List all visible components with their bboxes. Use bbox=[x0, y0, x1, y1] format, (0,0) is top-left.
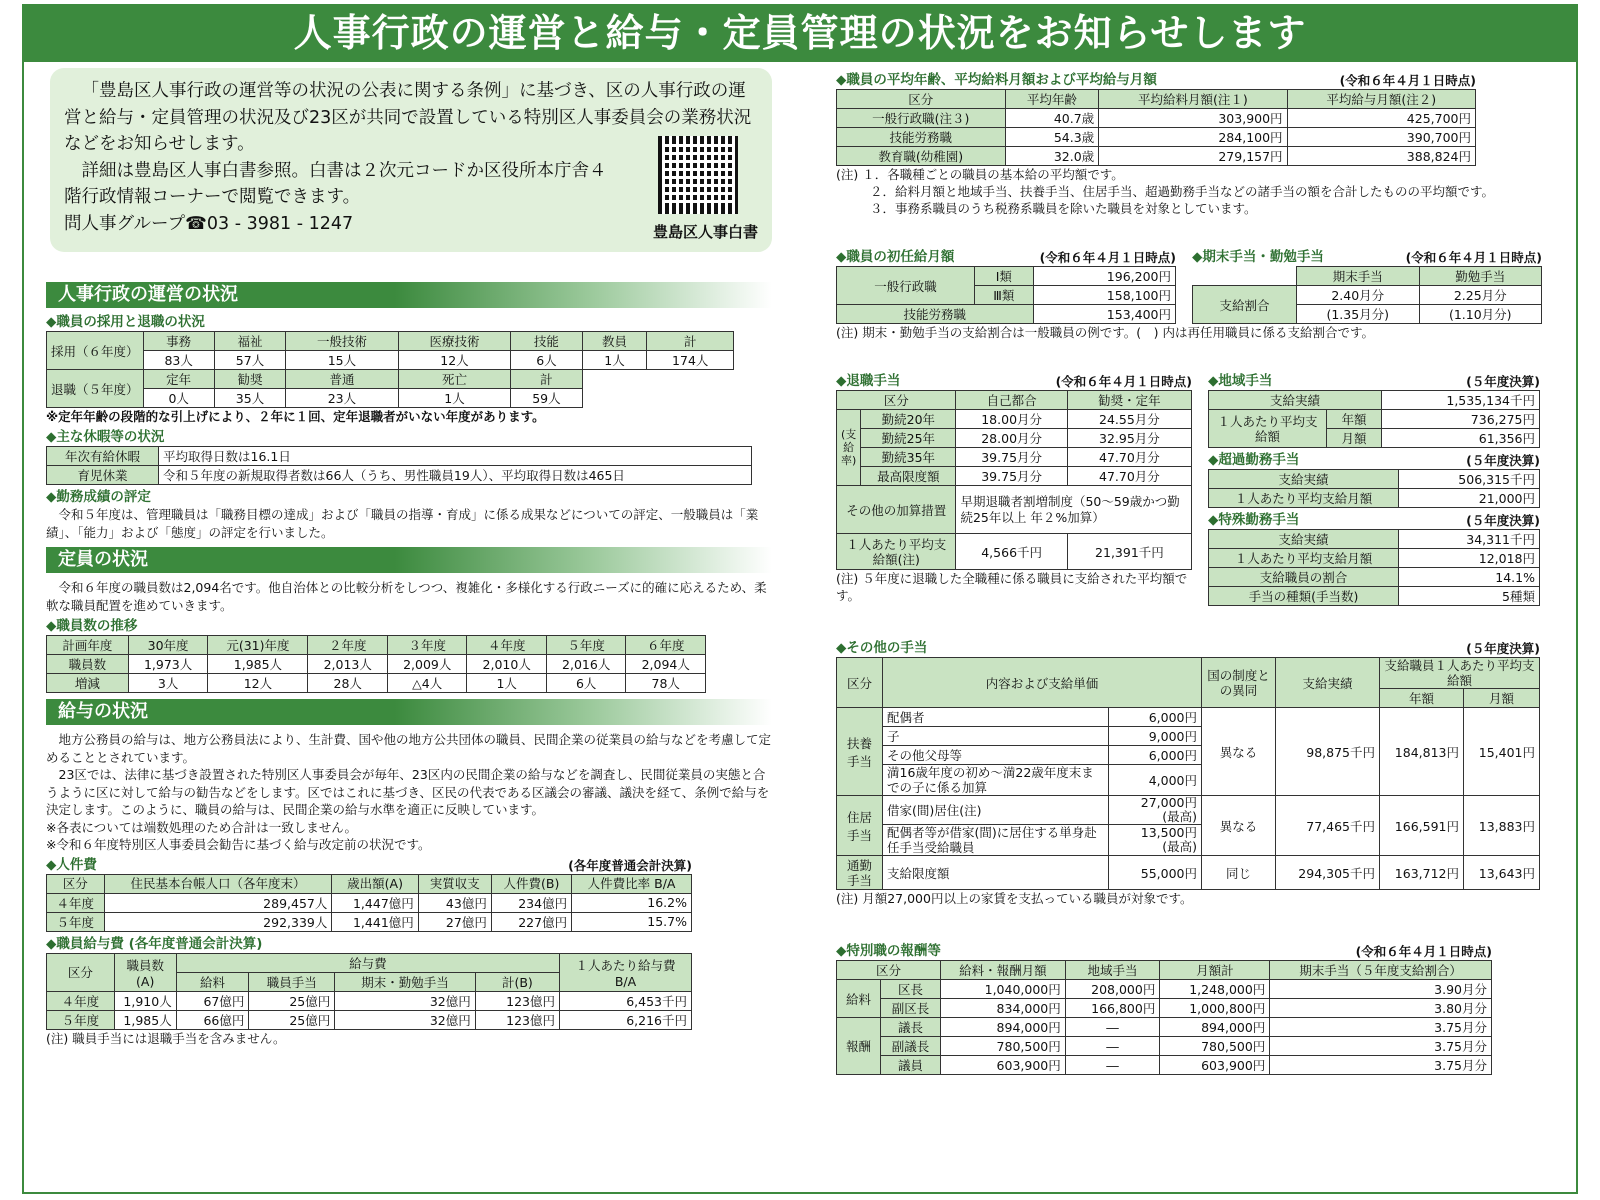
pc-head: 区分 bbox=[47, 874, 105, 893]
start-class: Ⅰ類 bbox=[975, 267, 1034, 286]
oa-fuyo: 扶養手当 bbox=[837, 708, 883, 796]
leave-title: ◆主な休暇等の状況 bbox=[46, 429, 165, 445]
section-teiin: 定員の状況 bbox=[46, 547, 772, 573]
hire-val: 83人 bbox=[143, 351, 214, 370]
oa-head: 月額 bbox=[1464, 689, 1540, 708]
oa-diff: 異なる bbox=[1202, 708, 1276, 796]
wage-sub-head: 給料 bbox=[176, 972, 249, 991]
rw-cell: 208,000円 bbox=[1065, 980, 1160, 999]
rp-other-v: 早期退職者割増制度（50～59歳かつ勤続25年以上 年２%加算） bbox=[956, 486, 1192, 534]
avg-table bbox=[836, 89, 1476, 166]
contact-line: 問人事グループ☎03 - 3981 - 1247 bbox=[64, 213, 354, 234]
region-table bbox=[1208, 390, 1540, 448]
rw-cell: 603,900円 bbox=[1160, 1056, 1270, 1075]
term-v1b: (1.35月分) bbox=[1297, 305, 1420, 324]
rp-v: 39.75月分 bbox=[956, 448, 1067, 467]
avg-head: 平均年齢 bbox=[1005, 90, 1099, 109]
oa-jukyo: 住居手当 bbox=[837, 796, 883, 856]
pc-cell: 289,457人 bbox=[104, 893, 332, 912]
rp-v: 24.55月分 bbox=[1067, 410, 1191, 429]
avg-date: (令和６年４月１日時点) bbox=[1339, 73, 1476, 88]
region-yv: 736,275円 bbox=[1382, 410, 1540, 429]
trend-head: 30年度 bbox=[128, 636, 207, 655]
special-k: 手当の種類(手当数) bbox=[1209, 587, 1399, 606]
special-v: 14.1% bbox=[1399, 568, 1540, 587]
oa-max: (最高) bbox=[1162, 809, 1197, 824]
trend-head: ２年度 bbox=[308, 636, 387, 655]
start-table bbox=[836, 266, 1176, 324]
oa-diff: 同じ bbox=[1202, 856, 1276, 890]
wage-cell: 6,216千円 bbox=[560, 1010, 692, 1029]
trend-diff: 1人 bbox=[467, 674, 546, 693]
oa-paid: 98,875千円 bbox=[1276, 708, 1380, 796]
special-table bbox=[1208, 529, 1540, 606]
region-v1: 1,535,134千円 bbox=[1382, 391, 1540, 410]
personnel-cost-note: (各年度普通会計決算) bbox=[568, 857, 692, 873]
pc-head: 歳出額(A) bbox=[332, 874, 418, 893]
rp-v: 28.00月分 bbox=[956, 429, 1067, 448]
rw-role: 副議長 bbox=[880, 1037, 940, 1056]
pc-head: 住民基本台帳人口（各年度末） bbox=[104, 874, 332, 893]
overtime-settle: (５年度決算) bbox=[1466, 453, 1540, 468]
oa-item: その他父母等 bbox=[883, 746, 1109, 765]
leave-key: 年次有給休暇 bbox=[47, 447, 159, 466]
wage-table bbox=[46, 953, 692, 1030]
oa-y: 184,813円 bbox=[1380, 708, 1464, 796]
qr-caption: 豊島区人事白書 bbox=[652, 223, 758, 241]
wage-cell: 32億円 bbox=[335, 1010, 475, 1029]
overtime-v2: 21,000円 bbox=[1399, 489, 1540, 508]
rw-role: 区長 bbox=[880, 980, 940, 999]
term-note: (注) 期末・勤勉手当の支給割合は一般職員の例です。( ) 内は再任用職員に係る支給割合です。 bbox=[836, 325, 1374, 340]
region-k2: １人あたり平均支給額 bbox=[1209, 410, 1327, 448]
rw-cell: 603,900円 bbox=[941, 1056, 1066, 1075]
rp-side: (支給率) bbox=[837, 410, 861, 486]
wage-cell: 123億円 bbox=[475, 991, 559, 1010]
avg-cell: 425,700円 bbox=[1287, 109, 1475, 128]
trend-diff: △4人 bbox=[387, 674, 466, 693]
reward-date: (令和６年４月１日時点) bbox=[1355, 944, 1492, 959]
rp-other-k: その他の加算措置 bbox=[837, 486, 956, 534]
trend-head: ４年度 bbox=[467, 636, 546, 655]
oa-price: 4,000円 bbox=[1109, 765, 1202, 796]
retire-label: 退職（５年度） bbox=[47, 370, 144, 408]
oa-item: 支給限度額 bbox=[883, 856, 1109, 890]
pc-cell: ４年度 bbox=[47, 893, 105, 912]
trend-head: ３年度 bbox=[387, 636, 466, 655]
rw-role: 議長 bbox=[880, 1018, 940, 1037]
other-title: ◆その他の手当 bbox=[836, 640, 928, 656]
leave-val: 令和５年度の新規取得者数は66人（うち、男性職員19人）、平均取得日数は465日 bbox=[159, 466, 752, 485]
hire-label: 採用（６年度） bbox=[47, 332, 144, 370]
special-k: 支給職員の割合 bbox=[1209, 568, 1399, 587]
wage-sub-head: 職員手当 bbox=[249, 972, 335, 991]
rw-head: 期末手当（５年度支給割合） bbox=[1270, 961, 1492, 980]
retire-pay-date: (令和６年４月１日時点) bbox=[1055, 374, 1192, 389]
avg-cell: 教育職(幼稚園) bbox=[837, 147, 1006, 166]
section-kyuyo: 給与の状況 bbox=[46, 699, 772, 725]
other-note: (注) 月額27,000円以上の家賃を支払っている職員が対象です。 bbox=[836, 891, 1193, 906]
pc-head: 人件費比率 B/A bbox=[572, 874, 692, 893]
rw-group: 報酬 bbox=[837, 1018, 881, 1075]
overtime-k1: 支給実績 bbox=[1209, 470, 1399, 489]
trend-head: ６年度 bbox=[626, 636, 706, 655]
rp-row: 最高限度額 bbox=[861, 467, 956, 486]
retire-head: 死亡 bbox=[398, 370, 511, 389]
wage-head-count: 職員数(A) bbox=[114, 953, 176, 991]
wage-cell: 25億円 bbox=[249, 1010, 335, 1029]
trend-staff: 2,094人 bbox=[626, 655, 706, 674]
start-title: ◆職員の初任給月額 bbox=[836, 249, 955, 265]
rw-cell: 3.75月分 bbox=[1270, 1056, 1492, 1075]
avg-note: ３．事務系職員のうち税務系職員を除いた職員を対象としています。 bbox=[870, 201, 1257, 216]
oa-price: 27,000円 bbox=[1140, 795, 1197, 810]
rw-cell: 1,040,000円 bbox=[941, 980, 1066, 999]
oa-y: 163,712円 bbox=[1380, 856, 1464, 890]
wage-cell: 32億円 bbox=[335, 991, 475, 1010]
teiin-text: 令和６年度の職員数は2,094名です。他自治体との比較分析をしつつ、複雑化・多様化する行政ニーズに的確に応えるため、柔軟な職員配置を進めていきます。 bbox=[46, 580, 767, 613]
avg-cell: 40.7歳 bbox=[1005, 109, 1099, 128]
avg-head: 平均給料月額(注１) bbox=[1099, 90, 1287, 109]
retire-head: 普通 bbox=[286, 370, 399, 389]
trend-diff: 増減 bbox=[47, 674, 129, 693]
overtime-table bbox=[1208, 469, 1540, 508]
region-year: 年額 bbox=[1327, 410, 1382, 429]
avg-cell: 32.0歳 bbox=[1005, 147, 1099, 166]
avg-cell: 284,100円 bbox=[1099, 128, 1287, 147]
start-date: (令和６年４月１日時点) bbox=[1039, 250, 1176, 265]
retire-pay-title: ◆退職手当 bbox=[836, 373, 901, 389]
term-table bbox=[1192, 266, 1542, 324]
trend-staff: 2,016人 bbox=[546, 655, 625, 674]
oa-price: 13,500円 bbox=[1140, 825, 1197, 840]
start-val: 158,100円 bbox=[1033, 286, 1175, 305]
trend-head: 計画年度 bbox=[47, 636, 129, 655]
pc-head: 人件費(B) bbox=[491, 874, 571, 893]
rp-per-k: １人あたり平均支給額(注) bbox=[837, 534, 956, 570]
wage-cell: 1,910人 bbox=[114, 991, 176, 1010]
pc-cell: 234億円 bbox=[491, 893, 571, 912]
retire-val: 0人 bbox=[143, 389, 214, 408]
hire-title: ◆職員の採用と退職の状況 bbox=[46, 314, 205, 330]
leave-table bbox=[46, 446, 752, 485]
rw-cell: 780,500円 bbox=[941, 1037, 1066, 1056]
kyuyo-p1: 地方公務員の給与は、地方公務員法により、生計費、国や他の地方公共団体の職員、民間企業の従業員の給与などを考慮して定めることとされています。 bbox=[46, 732, 772, 765]
avg-cell: 一般行政職(注３) bbox=[837, 109, 1006, 128]
retire-head: 勧奨 bbox=[214, 370, 285, 389]
rw-cell: 834,000円 bbox=[941, 999, 1066, 1018]
oa-price: 6,000円 bbox=[1109, 708, 1202, 727]
region-k1: 支給実績 bbox=[1209, 391, 1382, 410]
rw-cell: 894,000円 bbox=[941, 1018, 1066, 1037]
hire-head: 福祉 bbox=[214, 332, 285, 351]
retire-head: 計 bbox=[511, 370, 582, 389]
trend-head: ５年度 bbox=[546, 636, 625, 655]
page-title: 人事行政の運営と給与・定員管理の状況をお知らせします bbox=[22, 4, 1578, 62]
retire-val: 23人 bbox=[286, 389, 399, 408]
hire-head: 教員 bbox=[582, 332, 647, 351]
oa-head: 年額 bbox=[1380, 689, 1464, 708]
rw-head: 給料・報酬月額 bbox=[941, 961, 1066, 980]
oa-m: 13,883円 bbox=[1464, 796, 1540, 856]
intro-detail: 詳細は豊島区人事白書参照。白書は２次元コードか区役所本庁舎４階行政情報コーナーで閲覧できます。 bbox=[64, 160, 607, 207]
trend-diff: 12人 bbox=[208, 674, 308, 693]
oa-paid: 294,305千円 bbox=[1276, 856, 1380, 890]
leave-val: 平均取得日数は16.1日 bbox=[159, 447, 752, 466]
rw-cell: 780,500円 bbox=[1160, 1037, 1270, 1056]
rw-cell: ― bbox=[1065, 1056, 1160, 1075]
hire-retire-table bbox=[46, 331, 734, 408]
pc-cell: 1,447億円 bbox=[332, 893, 418, 912]
retire-val: 59人 bbox=[511, 389, 582, 408]
overtime-k2: １人あたり平均支給月額 bbox=[1209, 489, 1399, 508]
kyuyo-p2: 23区では、法律に基づき設置された特別区人事委員会が毎年、23区内の民間企業の給与などを調査し、民間従業員の実態と合うように区に対して給与の勧告などをします。区ではこれに基づき、区民の代表である区議会の審議、議決を経て、条例で給与を決定します。このように、職員の給与は、民間企業の給与水準を適正に反映しています。 bbox=[46, 767, 770, 817]
trend-head: 元(31)年度 bbox=[208, 636, 308, 655]
oa-m: 15,401円 bbox=[1464, 708, 1540, 796]
wage-cell: 6,453千円 bbox=[560, 991, 692, 1010]
rw-cell: ― bbox=[1065, 1018, 1160, 1037]
oa-y: 166,591円 bbox=[1380, 796, 1464, 856]
oa-diff: 異なる bbox=[1202, 796, 1276, 856]
rp-row: 勤続20年 bbox=[861, 410, 956, 429]
avg-head: 平均給与月額(注２) bbox=[1287, 90, 1475, 109]
retire-val: 1人 bbox=[398, 389, 511, 408]
hire-head: 計 bbox=[647, 332, 734, 351]
rw-role: 副区長 bbox=[880, 999, 940, 1018]
rw-role: 議員 bbox=[880, 1056, 940, 1075]
hire-val: 15人 bbox=[286, 351, 399, 370]
retire-pay-note: (注) ５年度に退職した全職種に係る職員に支給された平均額です。 bbox=[836, 571, 1188, 603]
oa-item: 満16歳年度の初め～満22歳年度末までの子に係る加算 bbox=[883, 765, 1109, 796]
avg-note: ２．給料月額と地域手当、扶養手当、住居手当、超過勤務手当などの諸手当の額を合計したものの平均額です。 bbox=[870, 184, 1495, 199]
term-v1: 2.40月分 bbox=[1297, 286, 1420, 305]
region-mv: 61,356円 bbox=[1382, 429, 1540, 448]
qr-code[interactable] bbox=[658, 136, 738, 214]
hire-val: 6人 bbox=[511, 351, 582, 370]
hire-note: ※定年年齢の段階的な引上げにより、２年に１回、定年退職者がいない年度があります。 bbox=[46, 409, 545, 424]
personnel-cost-title: ◆人件費 bbox=[46, 856, 97, 873]
trend-staff: 2,010人 bbox=[467, 655, 546, 674]
rw-cell: 1,248,000円 bbox=[1160, 980, 1270, 999]
rp-head: 区分 bbox=[837, 391, 956, 410]
term-head: 勤勉手当 bbox=[1419, 267, 1542, 286]
wage-head-kyuyo: 給与費 bbox=[176, 953, 559, 972]
special-k: １人あたり平均支給月額 bbox=[1209, 549, 1399, 568]
trend-staff: 1,973人 bbox=[128, 655, 207, 674]
other-allowance-table bbox=[836, 657, 1540, 890]
oa-head: 支給実績 bbox=[1276, 658, 1380, 708]
eval-title: ◆勤務成績の評定 bbox=[46, 489, 151, 505]
oa-head: 国の制度との異同 bbox=[1202, 658, 1276, 708]
leave-key: 育児休業 bbox=[47, 466, 159, 485]
pc-cell: 292,339人 bbox=[104, 912, 332, 931]
eval-text: 令和５年度は、管理職員は「職務目標の達成」および「職員の指導・育成」に係る成果などについての評定、一般職員は「業績」、「能力」および「態度」の評定を行いました。 bbox=[46, 507, 759, 540]
rw-head: 地域手当 bbox=[1065, 961, 1160, 980]
rw-cell: 166,800円 bbox=[1065, 999, 1160, 1018]
reward-title: ◆特別職の報酬等 bbox=[836, 943, 941, 959]
special-settle: (５年度決算) bbox=[1466, 513, 1540, 528]
section-jinji: 人事行政の運営の状況 bbox=[46, 282, 772, 308]
overtime-title: ◆超過勤務手当 bbox=[1208, 452, 1300, 468]
trend-staff: 2,013人 bbox=[308, 655, 387, 674]
wage-sub-head: 期末・勤勉手当 bbox=[335, 972, 475, 991]
rp-row: 勤続25年 bbox=[861, 429, 956, 448]
oa-tsukin: 通勤手当 bbox=[837, 856, 883, 890]
term-date: (令和６年４月１日時点) bbox=[1405, 250, 1542, 265]
region-month: 月額 bbox=[1327, 429, 1382, 448]
personnel-cost-table bbox=[46, 874, 692, 932]
trend-diff: 78人 bbox=[626, 674, 706, 693]
wage-cell: 25億円 bbox=[249, 991, 335, 1010]
pc-cell: 27億円 bbox=[418, 912, 491, 931]
oa-item: 子 bbox=[883, 727, 1109, 746]
oa-price: 6,000円 bbox=[1109, 746, 1202, 765]
oa-head: 支給職員１人あたり平均支給額 bbox=[1380, 658, 1540, 689]
rw-cell: 3.75月分 bbox=[1270, 1037, 1492, 1056]
wage-cell: 1,985人 bbox=[114, 1010, 176, 1029]
term-label: 支給割合 bbox=[1193, 286, 1297, 324]
rp-row: 勤続35年 bbox=[861, 448, 956, 467]
rw-cell: 894,000円 bbox=[1160, 1018, 1270, 1037]
wage-title: ◆職員給与費 (各年度普通会計決算) bbox=[46, 935, 263, 952]
hire-head: 技能 bbox=[511, 332, 582, 351]
avg-note: (注) １．各職種ごとの職員の基本給の平均額です。 bbox=[836, 167, 1124, 182]
retire-head: 定年 bbox=[143, 370, 214, 389]
start-group: 技能労務職 bbox=[837, 305, 1034, 324]
wage-note: (注) 職員手当には退職手当を含みません。 bbox=[46, 1030, 286, 1046]
rw-head: 区分 bbox=[837, 961, 941, 980]
oa-max: (最高) bbox=[1162, 839, 1197, 854]
avg-cell: 技能労務職 bbox=[837, 128, 1006, 147]
pc-cell: 227億円 bbox=[491, 912, 571, 931]
wage-cell: 123億円 bbox=[475, 1010, 559, 1029]
retire-pay-table bbox=[836, 390, 1192, 570]
start-class: Ⅲ類 bbox=[975, 286, 1034, 305]
rp-head: 自己都合 bbox=[956, 391, 1067, 410]
special-title: ◆特殊勤務手当 bbox=[1208, 512, 1300, 528]
avg-cell: 388,824円 bbox=[1287, 147, 1475, 166]
oa-head: 区分 bbox=[837, 658, 883, 708]
wage-cell: ５年度 bbox=[47, 1010, 115, 1029]
hire-head: 医療技術 bbox=[398, 332, 511, 351]
special-k: 支給実績 bbox=[1209, 530, 1399, 549]
hire-head: 事務 bbox=[143, 332, 214, 351]
oa-item: 配偶者等が借家(間)に居住する単身赴任手当受給職員 bbox=[883, 825, 1109, 856]
hire-val: 174人 bbox=[647, 351, 734, 370]
pc-head: 実質収支 bbox=[418, 874, 491, 893]
retire-val: 35人 bbox=[214, 389, 285, 408]
hire-val: 1人 bbox=[582, 351, 647, 370]
pc-cell: 16.2% bbox=[572, 893, 692, 912]
rp-v: 32.95月分 bbox=[1067, 429, 1191, 448]
oa-price: 55,000円 bbox=[1109, 856, 1202, 890]
hire-val: 57人 bbox=[214, 351, 285, 370]
rw-cell: 3.75月分 bbox=[1270, 1018, 1492, 1037]
start-val: 153,400円 bbox=[1033, 305, 1175, 324]
term-v2: 2.25月分 bbox=[1419, 286, 1542, 305]
kyuyo-note1: ※各表については端数処理のため合計は一致しません。 bbox=[46, 819, 357, 835]
rp-v: 18.00月分 bbox=[956, 410, 1067, 429]
pc-cell: 43億円 bbox=[418, 893, 491, 912]
rp-v: 47.70月分 bbox=[1067, 448, 1191, 467]
rw-cell: 1,000,800円 bbox=[1160, 999, 1270, 1018]
left-column bbox=[46, 68, 772, 1047]
pc-cell: ５年度 bbox=[47, 912, 105, 931]
region-title: ◆地域手当 bbox=[1208, 373, 1273, 389]
region-settle: (５年度決算) bbox=[1466, 374, 1540, 389]
term-v2b: (1.10月分) bbox=[1419, 305, 1542, 324]
rp-v: 39.75月分 bbox=[956, 467, 1067, 486]
trend-title: ◆職員数の推移 bbox=[46, 618, 138, 634]
rw-group: 給料 bbox=[837, 980, 881, 1018]
rw-cell: ― bbox=[1065, 1037, 1160, 1056]
rp-v: 47.70月分 bbox=[1067, 467, 1191, 486]
start-group: 一般行政職 bbox=[837, 267, 975, 305]
special-v: 5種類 bbox=[1399, 587, 1540, 606]
hire-val: 12人 bbox=[398, 351, 511, 370]
wage-head-kubun: 区分 bbox=[47, 953, 115, 991]
avg-cell: 390,700円 bbox=[1287, 128, 1475, 147]
other-settle: (５年度決算) bbox=[1466, 641, 1540, 656]
intro-text: 「豊島区人事行政の運営等の状況の公表に関する条例」に基づき、区の人事行政の運営と給与・定員管理の状況及び23区が共同で設置している特別区人事委員会の業務状況などをお知らせします。 bbox=[64, 81, 752, 154]
pc-cell: 1,441億円 bbox=[332, 912, 418, 931]
oa-paid: 77,465千円 bbox=[1276, 796, 1380, 856]
oa-head: 内容および支給単価 bbox=[883, 658, 1202, 708]
trend-diff: 6人 bbox=[546, 674, 625, 693]
overtime-v1: 506,315千円 bbox=[1399, 470, 1540, 489]
hire-head: 一般技術 bbox=[286, 332, 399, 351]
trend-diff: 3人 bbox=[128, 674, 207, 693]
rp-head: 勧奨・定年 bbox=[1067, 391, 1191, 410]
avg-head: 区分 bbox=[837, 90, 1006, 109]
wage-head-per: １人あたり給与費 B/A bbox=[560, 953, 692, 991]
avg-cell: 279,157円 bbox=[1099, 147, 1287, 166]
wage-sub-head: 計(B) bbox=[475, 972, 559, 991]
right-column bbox=[836, 68, 1560, 1075]
avg-cell: 303,900円 bbox=[1099, 109, 1287, 128]
term-title: ◆期末手当・勤勉手当 bbox=[1192, 249, 1324, 265]
rp-per-v2: 21,391千円 bbox=[1067, 534, 1191, 570]
wage-cell: 66億円 bbox=[176, 1010, 249, 1029]
rw-head: 月額計 bbox=[1160, 961, 1270, 980]
staff-trend-table bbox=[46, 635, 706, 693]
trend-staff: 2,009人 bbox=[387, 655, 466, 674]
oa-item: 借家(間)居住(注) bbox=[883, 796, 1109, 825]
avg-cell: 54.3歳 bbox=[1005, 128, 1099, 147]
oa-item: 配偶者 bbox=[883, 708, 1109, 727]
term-head: 期末手当 bbox=[1297, 267, 1420, 286]
trend-diff: 28人 bbox=[308, 674, 387, 693]
intro-box bbox=[50, 68, 772, 252]
rw-cell: 3.90月分 bbox=[1270, 980, 1492, 999]
kyuyo-note2: ※令和６年度特別区人事委員会勧告に基づく給与改定前の状況です。 bbox=[46, 836, 431, 852]
wage-cell: 67億円 bbox=[176, 991, 249, 1010]
start-val: 196,200円 bbox=[1033, 267, 1175, 286]
oa-m: 13,643円 bbox=[1464, 856, 1540, 890]
rw-cell: 3.80月分 bbox=[1270, 999, 1492, 1018]
trend-staff: 職員数 bbox=[47, 655, 129, 674]
oa-price: 9,000円 bbox=[1109, 727, 1202, 746]
avg-title: ◆職員の平均年齢、平均給料月額および平均給与月額 bbox=[836, 72, 1157, 88]
pc-cell: 15.7% bbox=[572, 912, 692, 931]
special-v: 34,311千円 bbox=[1399, 530, 1540, 549]
wage-cell: ４年度 bbox=[47, 991, 115, 1010]
reward-table bbox=[836, 960, 1492, 1075]
special-v: 12,018円 bbox=[1399, 549, 1540, 568]
rp-per-v1: 4,566千円 bbox=[956, 534, 1067, 570]
trend-staff: 1,985人 bbox=[208, 655, 308, 674]
